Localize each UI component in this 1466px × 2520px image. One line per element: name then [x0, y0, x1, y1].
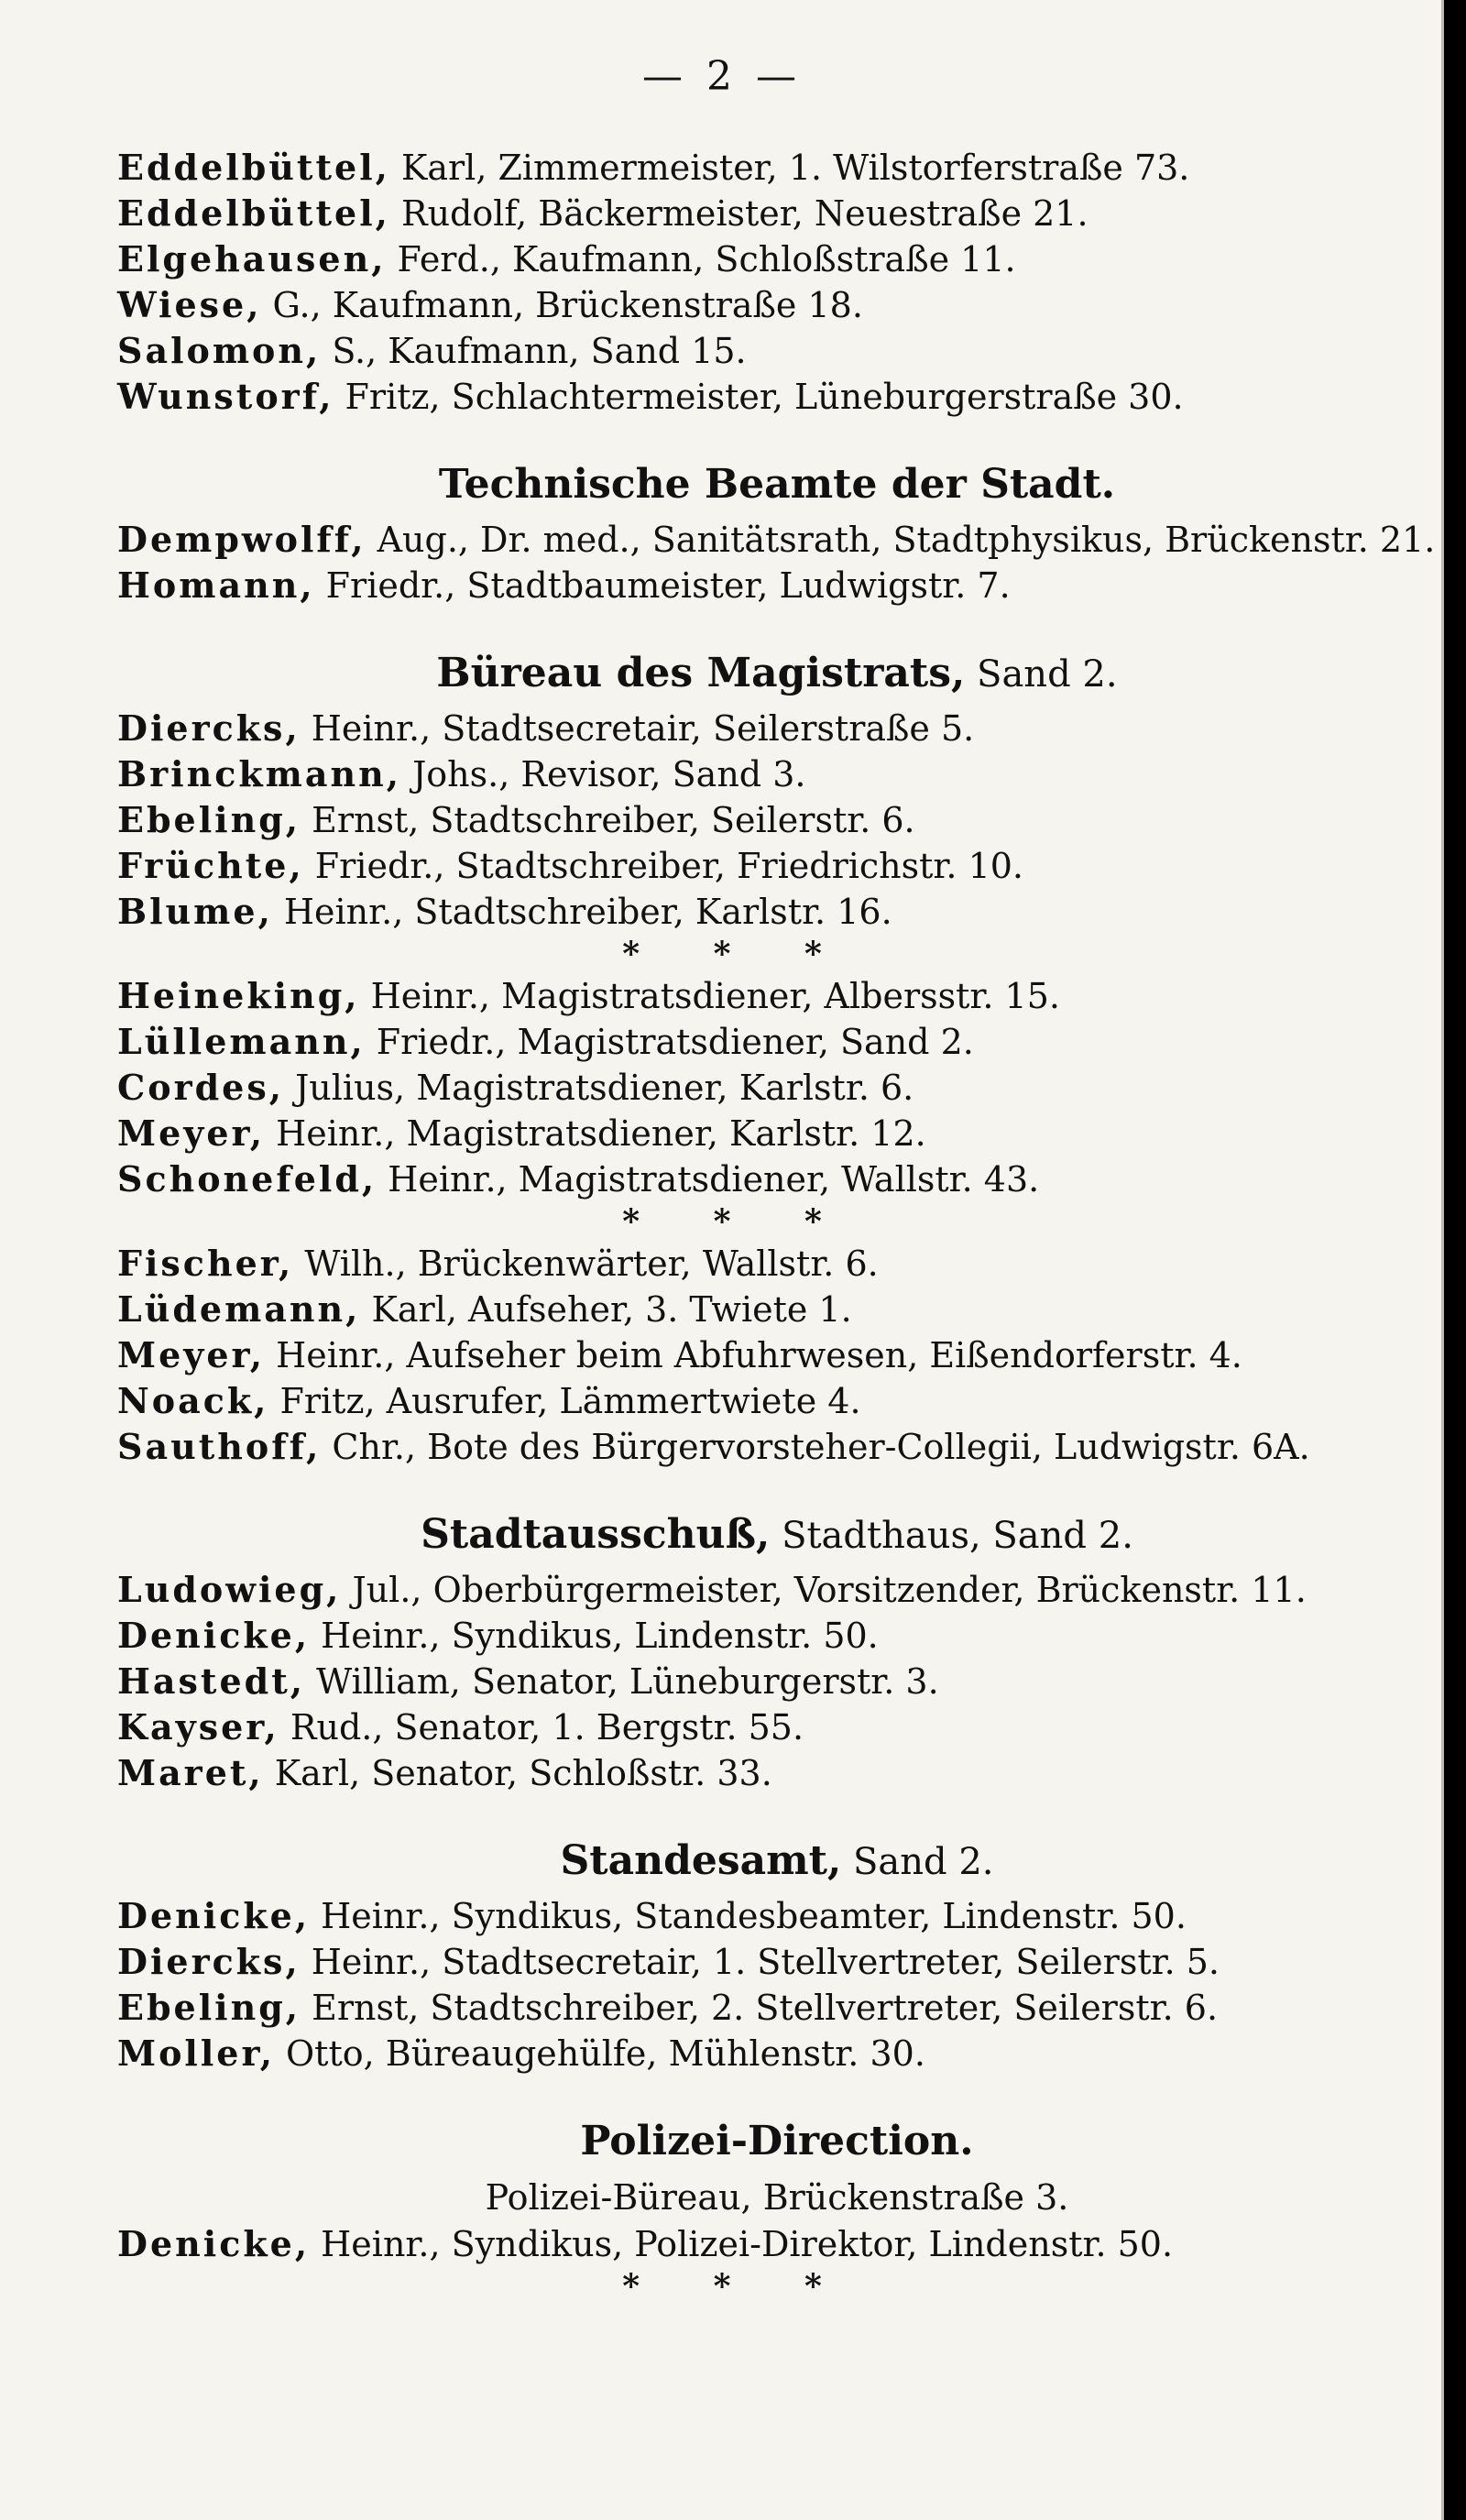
entry-line	[117, 843, 1437, 889]
entry-line	[117, 1241, 1437, 1287]
entry-name: Diercks,	[117, 707, 301, 749]
entry-line	[117, 1939, 1437, 1985]
entry-details: Heinr., Magistratsdiener, Karlstr. 12.	[264, 1113, 926, 1154]
entry-line	[117, 145, 1437, 191]
entry-line	[117, 1424, 1437, 1470]
entry-line	[117, 1659, 1437, 1704]
section-heading	[117, 643, 1437, 704]
entry-details: Karl, Zimmermeister, 1. Wilstorferstraße 73.	[389, 148, 1190, 188]
entry-name: Heineking,	[117, 975, 360, 1016]
entry-details: Friedr., Stadtbaumeister, Ludwigstr. 7.	[314, 565, 1011, 606]
entry-line	[117, 374, 1437, 420]
entry-name: Fischer,	[117, 1243, 294, 1284]
entry-line	[117, 282, 1437, 328]
entry-details: Heinr., Stadtschreiber, Karlstr. 16.	[272, 892, 892, 932]
entry-details: Karl, Aufseher, 3. Twiete 1.	[360, 1289, 852, 1330]
entry-line	[117, 1111, 1437, 1156]
entry-details: Heinr., Syndikus, Polizei-Direktor, Lindenstr. 50.	[310, 2224, 1174, 2264]
asterism-divider: * * *	[622, 2267, 853, 2306]
entry-line	[117, 1019, 1437, 1065]
page-number: — 2 —	[642, 53, 802, 100]
entry-name: Salomon,	[117, 330, 322, 371]
entry-name: Denicke,	[117, 1615, 311, 1656]
entry-details: Heinr., Stadtsecretair, Seilerstraße 5.	[300, 708, 975, 749]
entry-name: Kayser,	[117, 1706, 279, 1748]
entry-line	[117, 1893, 1437, 1939]
entry-line	[117, 889, 1437, 935]
entry-line	[117, 1613, 1437, 1659]
entry-line	[117, 1567, 1437, 1613]
entry-name: Noack,	[117, 1380, 269, 1421]
entry-name: Denicke,	[117, 2223, 311, 2264]
section-address: Sand 2.	[965, 653, 1118, 696]
entry-name: Sauthoff,	[117, 1426, 322, 1467]
entry-details: Chr., Bote des Bürgervorsteher-Collegii, Ludwigstr. 6A.	[321, 1427, 1310, 1467]
entry-details: Rud., Senator, 1. Bergstr. 55.	[279, 1707, 804, 1748]
entry-line	[117, 191, 1437, 236]
section-title: Polizei-Direction.	[580, 2118, 974, 2164]
entry-name: Lüdemann,	[117, 1288, 361, 1330]
entry-name: Meyer,	[117, 1112, 265, 1154]
entry-name: Wiese,	[117, 284, 262, 325]
entry-name: Eddelbüttel,	[117, 192, 390, 234]
asterism-divider: * * *	[622, 1202, 853, 1241]
asterism-divider: * * *	[622, 935, 853, 973]
section-title: Stadtausschuß,	[421, 1511, 771, 1558]
entry-line	[117, 1156, 1437, 1202]
entry-line	[117, 517, 1437, 563]
entry-details: Ferd., Kaufmann, Schloßstraße 11.	[386, 239, 1016, 279]
entry-details: Heinr., Aufseher beim Abfuhrwesen, Eißendorferstr. 4.	[264, 1335, 1242, 1375]
entry-name: Dempwolff,	[117, 519, 366, 560]
entry-line	[117, 2221, 1437, 2267]
entry-name: Denicke,	[117, 1895, 311, 1936]
entry-details: Jul., Oberbürgermeister, Vorsitzender, Brückenstr. 11.	[341, 1570, 1307, 1610]
entry-details: Ernst, Stadtschreiber, 2. Stellvertreter, Seilerstr. 6.	[301, 1988, 1219, 2028]
scan-edge	[1444, 0, 1466, 2520]
entry-name: Maret,	[117, 1752, 264, 1793]
entry-name: Wunstorf,	[117, 376, 334, 417]
entry-details: G., Kaufmann, Brückenstraße 18.	[261, 285, 863, 325]
directory-content	[117, 145, 1437, 2306]
entry-line	[117, 1750, 1437, 1796]
entry-name: Eddelbüttel,	[117, 147, 390, 188]
entry-name: Cordes,	[117, 1067, 284, 1108]
entry-details: Otto, Büreaugehülfe, Mühlenstr. 30.	[274, 2033, 925, 2074]
entry-line	[117, 563, 1437, 608]
section-address: Sand 2.	[841, 1841, 994, 1883]
entry-details: Heinr., Syndikus, Standesbeamter, Lindenstr. 50.	[310, 1896, 1187, 1936]
entry-details: Wilh., Brückenwärter, Wallstr. 6.	[293, 1244, 879, 1284]
entry-details: Fritz, Schlachtermeister, Lüneburgerstraße 30.	[334, 377, 1184, 417]
entry-line	[117, 328, 1437, 374]
entry-name: Lüllemann,	[117, 1021, 366, 1062]
entry-line	[117, 1985, 1437, 2031]
entry-name: Homann,	[117, 564, 315, 606]
entry-line	[117, 236, 1437, 282]
entry-name: Blume,	[117, 891, 273, 932]
entry-name: Ebeling,	[117, 799, 301, 840]
section-subheading: Polizei-Büreau, Brückenstraße 3.	[485, 2177, 1069, 2218]
entry-name: Hastedt,	[117, 1660, 306, 1702]
entry-line	[117, 751, 1437, 797]
entry-details: William, Senator, Lüneburgerstr. 3.	[305, 1661, 939, 1702]
entry-name: Ludowieg,	[117, 1569, 342, 1610]
entry-name: Moller,	[117, 2032, 275, 2074]
section-heading	[117, 2111, 1437, 2172]
entry-line	[117, 1704, 1437, 1750]
entry-details: Friedr., Magistratsdiener, Sand 2.	[365, 1022, 974, 1062]
section-address: Stadthaus, Sand 2.	[770, 1515, 1133, 1557]
section-heading	[117, 1831, 1437, 1891]
entry-details: Heinr., Stadtsecretair, 1. Stellvertreter, Seilerstr. 5.	[300, 1942, 1220, 1982]
entry-name: Brinckmann,	[117, 753, 401, 794]
entry-details: Johs., Revisor, Sand 3.	[400, 754, 806, 794]
entry-details: Heinr., Syndikus, Lindenstr. 50.	[310, 1616, 879, 1656]
entry-line	[117, 1332, 1437, 1378]
section-police-direction	[117, 2111, 1437, 2306]
section-title: Technische Beamte der Stadt.	[438, 461, 1116, 508]
entry-line	[117, 2031, 1437, 2076]
section-technical-officials	[117, 455, 1437, 608]
section-heading	[117, 1505, 1437, 1565]
entry-line	[117, 1065, 1437, 1111]
entry-details: Julius, Magistratsdiener, Karlstr. 6.	[283, 1068, 914, 1108]
section-city-committee	[117, 1505, 1437, 1796]
entry-name: Ebeling,	[117, 1987, 301, 2028]
entry-line	[117, 706, 1437, 751]
entry-name: Diercks,	[117, 1941, 301, 1982]
entry-name: Früchte,	[117, 845, 304, 886]
entry-details: Ernst, Stadtschreiber, Seilerstr. 6.	[301, 800, 915, 840]
entry-details: Heinr., Magistratsdiener, Wallstr. 43.	[377, 1159, 1040, 1200]
entry-line	[117, 797, 1437, 843]
section-registry-office	[117, 1831, 1437, 2076]
section-heading	[117, 455, 1437, 515]
entry-details: Karl, Senator, Schloßstr. 33.	[263, 1753, 772, 1793]
entry-details: S., Kaufmann, Sand 15.	[321, 331, 747, 371]
entry-details: Aug., Dr. med., Sanitätsrath, Stadtphysikus, Brückenstr. 21.	[366, 520, 1436, 560]
entry-details: Friedr., Stadtschreiber, Friedrichstr. 10.	[303, 846, 1023, 886]
section-magistrate-office	[117, 643, 1437, 1470]
section-title: Standesamt,	[560, 1837, 842, 1884]
entry-line	[117, 1378, 1437, 1424]
entry-name: Elgehausen,	[117, 238, 387, 279]
entry-details: Rudolf, Bäckermeister, Neuestraße 21.	[389, 193, 1089, 234]
entry-name: Meyer,	[117, 1334, 265, 1375]
section-title: Büreau des Magistrats,	[436, 650, 966, 696]
entry-details: Fritz, Ausrufer, Lämmertwiete 4.	[268, 1381, 861, 1421]
entry-name: Schonefeld,	[117, 1158, 377, 1200]
entry-details: Heinr., Magistratsdiener, Albersstr. 15.	[359, 976, 1060, 1016]
section-private-entries	[117, 145, 1437, 420]
entry-line	[117, 1287, 1437, 1332]
entry-line	[117, 973, 1437, 1019]
